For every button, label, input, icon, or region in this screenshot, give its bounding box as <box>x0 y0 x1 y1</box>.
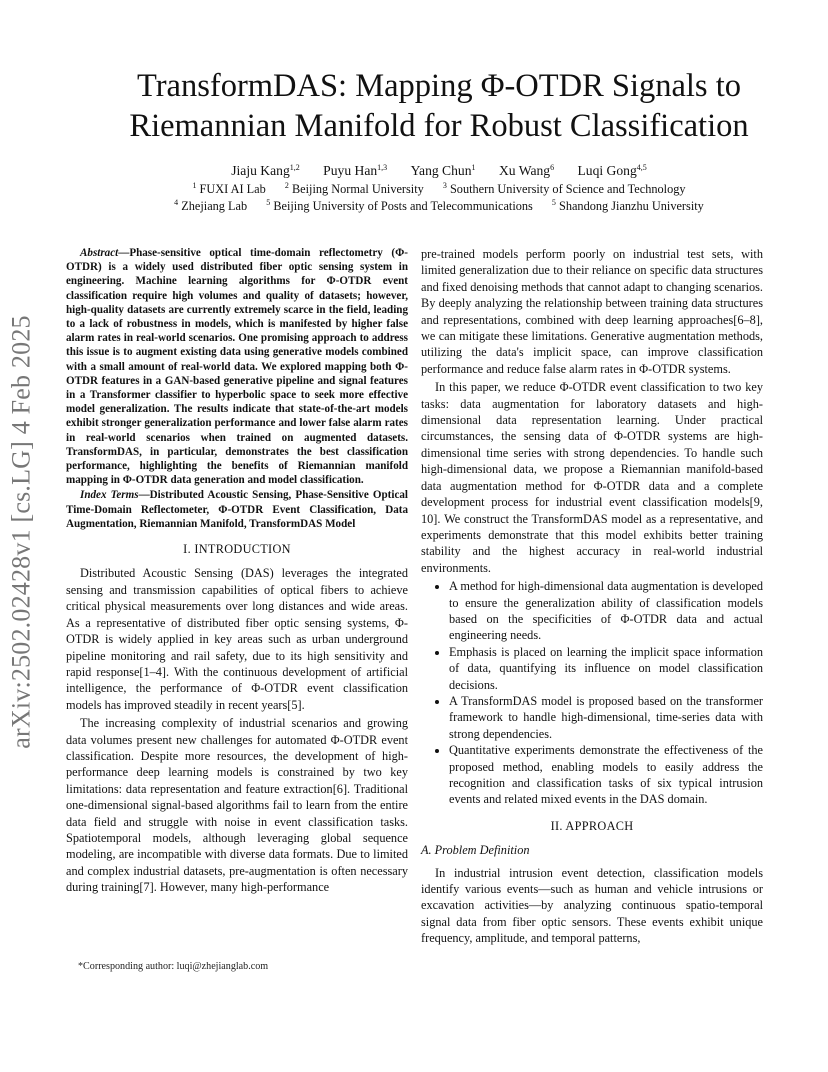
footnote-corresponding-author: *Corresponding author: luqi@zhejianglab.com <box>78 961 269 972</box>
intro-paragraph-3: pre-trained models perform poorly on industrial test sets, with limited generalization due to their reliance on specific data structures and fixed denoising methods that cannot adapt to changing scenarios. By deeply analyzing the relationship between training data structures and representations, combined with deep learning approaches[6–8], we can mitigate these limitations. Generative augmentation methods, utilizing the data's implicit space, can improve classification performance and reduce false alarm rates in Φ-OTDR systems. <box>421 247 763 376</box>
title-line-2: Riemannian Manifold for Robust Classification <box>129 108 749 144</box>
affiliation: $^3$ Southern University of Science and Technology <box>442 181 686 196</box>
abstract <box>66 246 408 487</box>
title-line-1: TransformDAS: Mapping Φ-OTDR Signals to <box>137 68 741 104</box>
list-item: • A TransformDAS model is proposed based on the transformer framework to handle high-dimensional, time-series data with strong dependencies. <box>449 693 763 742</box>
author: Jiaju Kang$^{1,2}$ <box>231 163 300 178</box>
subsection-heading-problem-definition: A. Problem Definition <box>421 843 530 858</box>
affiliations-line-2 <box>60 199 818 214</box>
index-terms-text: —Distributed Acoustic Sensing, Phase-Sensitive Optical Time-Domain Reflectometer, Φ-OTDR Event Classification, Data Augmentation, Riemannian Manifold, TransformDAS Model <box>66 489 408 530</box>
list-item: • A method for high-dimensional data augmentation is developed to ensure the generalization ability of classification models based on the specificities of Φ-OTDR data and actual engineering needs. <box>449 578 763 644</box>
section-heading-introduction: I. INTRODUCTION <box>183 542 291 557</box>
affiliation: $^5$ Shandong Jianzhu University <box>551 198 704 213</box>
list-item: • Emphasis is placed on learning the implicit space information of data, quantifying its influence on model classification decisions. <box>449 644 763 693</box>
affiliations-line-1 <box>60 182 818 197</box>
index-terms-label: Index Terms <box>80 489 139 502</box>
affiliation: $^4$ Zhejiang Lab <box>174 198 248 213</box>
affiliation: $^5$ Beijing University of Posts and Telecommunications <box>266 198 533 213</box>
intro-paragraph-2: The increasing complexity of industrial scenarios and growing data volumes present new challenges for automated Φ-OTDR event classification. Despite more resources, the development of high-performance deep learning models is constrained by two key limitations: data representation and feature extraction[6]. Traditional one-dimensional signal-based algorithms fail to learn from the entire data field and struggle with noise in event classification tasks. Spatiotemporal models, although leveraging global sequence modeling, are incompatible with diverse data formats. Due to limited and complex industrial datasets, pre-augmentation is often necessary during training[7]. However, many high-performance <box>66 716 408 895</box>
author: Puyu Han$^{1,3}$ <box>323 163 388 178</box>
intro-paragraph-4: In this paper, we reduce Φ-OTDR event classification to two key tasks: data augmentation for laboratory datasets and high-dimensional data representation learning. Under practical circumstances, the sensing data of Φ-OTDR systems are high-dimensional time series with strong dependencies. To handle such high-dimensional data, we propose a Riemannian manifold-based data augmentation method for Φ-OTDR data and a complete development process for industrial event classification models[9, 10]. We construct the TransformDAS model as a representative, and experiments demonstrate that this model exhibits better training stability and the highest accuracy in real-world industrial environments. <box>421 380 763 575</box>
approach-paragraph-1: In industrial intrusion event detection, classification models identify various events—such as human and vehicle intrusions or excavation activities—by analyzing continuous spatio-temporal signal data from fiber optic sensors. These events exhibit unique frequency, amplitude, and temporal patterns, <box>421 865 763 946</box>
author: Luqi Gong$^{4,5}$ <box>577 163 647 178</box>
author: Yang Chun$^1$ <box>410 163 476 178</box>
author-list <box>60 163 818 179</box>
left-column <box>66 246 408 896</box>
index-terms <box>66 488 408 531</box>
arxiv-stamp <box>2 296 42 768</box>
intro-paragraph-1: Distributed Acoustic Sensing (DAS) leverages the integrated sensing and transmission capabilities of optical fibers to achieve critical physical measurements over long distances and wide areas. As a representative of distributed fiber optic sensing systems, Φ-OTDR is widely applied in key areas such as urban underground pipeline monitoring and rail safety, due to its high sensitivity and rapid response[1–4]. With the continuous development of artificial intelligence, the performance of Φ-OTDR event classification models has improved steadily in recent years[5]. <box>66 566 408 712</box>
arxiv-stamp-text: arXiv:2502.02428v1 [cs.LG] 4 Feb 2025 <box>7 315 36 749</box>
affiliation: $^1$ FUXI AI Lab <box>192 181 266 196</box>
list-item: • Quantitative experiments demonstrate the effectiveness of the proposed method, enabling models to easily address the recognition and classification tasks of six typical intrusion events and related mixed events in the DAS domain. <box>449 742 763 808</box>
author: Xu Wang$^6$ <box>498 163 555 178</box>
abstract-label: Abstract <box>80 247 119 259</box>
right-column <box>421 246 763 947</box>
paper-title <box>60 66 818 146</box>
affiliation: $^2$ Beijing Normal University <box>284 181 424 196</box>
contribution-list <box>421 578 763 808</box>
section-heading-approach: II. APPROACH <box>550 818 634 833</box>
abstract-text: —Phase-sensitive optical time-domain reflectometry (Φ-OTDR) is a widely used distributed fiber optic sensing system in engineering. Machine learning algorithms for Φ-OTDR event classification require high volumes and quality of datasets; however, high-quality datasets are currently extremely scarce in the field, leading to a lack of robustness in models, which is manifested by higher false alarm rates in real-world scenarios. One promising approach to address this issue is to augment existing data using generative models combined with a small amount of real-world data. We explored mapping both Φ-OTDR features in a GAN-based generative pipeline and signal features in a Transformer classifier to hyperbolic space to seek more effective model generalization. The results indicate that state-of-the-art models exhibit stronger generalization performance and lower false alarm rates in real-world scenarios when trained on augmented datasets. TransformDAS, in particular, demonstrates the best classification performance, highlighting the benefits of Riemannian manifold mapping in Φ-OTDR data generation and model classification. <box>66 247 408 487</box>
